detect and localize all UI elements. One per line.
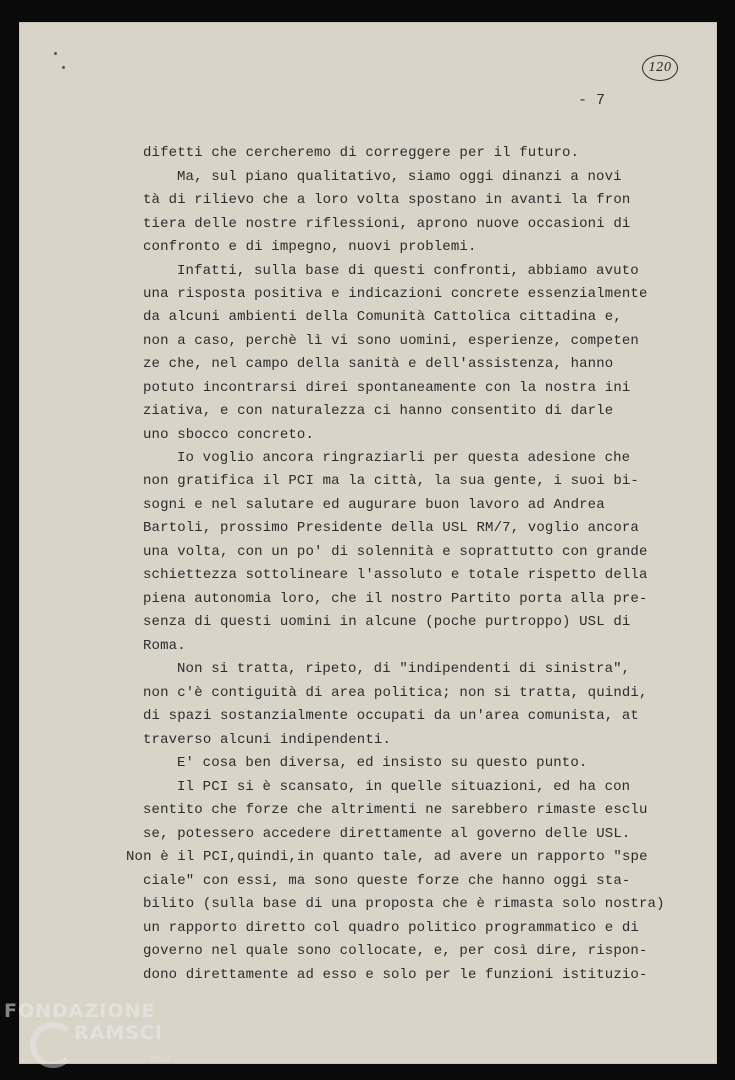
text-line: Non si tratta, ripeto, di "indipendenti di sinistra", xyxy=(177,661,631,677)
g-logo-icon xyxy=(30,1022,76,1068)
text-line: non a caso, perchè lì vi sono uomini, esperienze, competen xyxy=(143,333,639,349)
text-line: piena autonomia loro, che il nostro Partito porta alla pre- xyxy=(143,591,648,607)
text-line: una risposta positiva e indicazioni concrete essenzialmente xyxy=(143,286,648,302)
fondazione-gramsci-watermark xyxy=(4,1000,194,1078)
text-line: di spazi sostanzialmente occupati da un'area comunista, at xyxy=(143,708,639,724)
text-line: Bartoli, prossimo Presidente della USL RM/7, voglio ancora xyxy=(143,520,639,536)
text-line: Infatti, sulla base di questi confronti, abbiamo avuto xyxy=(177,263,639,279)
text-line: se, potessero accedere direttamente al governo delle USL. xyxy=(143,826,631,842)
text-line: ciale" con essi, ma sono queste forze che hanno oggi sta- xyxy=(143,873,631,889)
text-line: difetti che cercheremo di correggere per il futuro. xyxy=(143,145,580,161)
text-line: da alcuni ambienti della Comunità Cattolica cittadina e, xyxy=(143,309,622,325)
text-line: ziativa, e con naturalezza ci hanno consentito di darle xyxy=(143,403,614,419)
text-line: dono direttamente ad esso e solo per le funzioni istituzio- xyxy=(143,967,648,983)
text-line: senza di questi uomini in alcune (poche purtroppo) USL di xyxy=(143,614,631,630)
text-line: tiera delle nostre riflessioni, aprono nuove occasioni di xyxy=(143,216,631,232)
text-line: una volta, con un po' di solennità e soprattutto con grande xyxy=(143,544,648,560)
watermark-line-1: FONDAZIONE xyxy=(4,1000,156,1022)
text-line: Io voglio ancora ringraziarli per questa adesione che xyxy=(177,450,631,466)
text-line: schiettezza sottolineare l'assoluto e totale rispetto della xyxy=(143,567,648,583)
text-line: Il PCI si è scansato, in quelle situazioni, ed ha con xyxy=(177,779,631,795)
text-line: traverso alcuni indipendenti. xyxy=(143,732,391,748)
archive-stamp: 120 xyxy=(642,55,678,81)
text-line: ze che, nel campo della sanità e dell'assistenza, hanno xyxy=(143,356,614,372)
text-line: Ma, sul piano qualitativo, siamo oggi dinanzi a novi xyxy=(177,169,622,185)
text-line: potuto incontrarsi direi spontaneamente con la nostra ini xyxy=(143,380,631,396)
text-line: uno sbocco concreto. xyxy=(143,427,315,443)
text-line: Roma. xyxy=(143,638,186,654)
watermark-line-2: RAMSCI xyxy=(74,1022,163,1044)
text-line: governo nel quale sono collocate, e, per così dire, rispon- xyxy=(143,943,648,959)
text-line: confronto e di impegno, nuovi problemi. xyxy=(143,239,477,255)
text-line: sogni e nel salutare ed augurare buon lavoro ad Andrea xyxy=(143,497,605,513)
watermark-onlus: onlus xyxy=(150,1054,172,1063)
text-line: tà di rilievo che a loro volta spostano in avanti la fron xyxy=(143,192,631,208)
text-line: bilito (sulla base di una proposta che è rimasta solo nostra) xyxy=(143,896,665,912)
text-line: un rapporto diretto col quadro politico programmatico e di xyxy=(143,920,639,936)
text-line: E' cosa ben diversa, ed insisto su questo punto. xyxy=(177,755,588,771)
text-line: non c'è contiguità di area politica; non si tratta, quindi, xyxy=(143,685,648,701)
text-line: sentito che forze che altrimenti ne sarebbero rimaste esclu xyxy=(143,802,648,818)
text-line: Non è il PCI,quindi,in quanto tale, ad avere un rapporto "spe xyxy=(126,849,648,865)
page-number: - 7 xyxy=(578,92,606,109)
text-line: non gratifica il PCI ma la città, la sua gente, i suoi bi- xyxy=(143,473,639,489)
